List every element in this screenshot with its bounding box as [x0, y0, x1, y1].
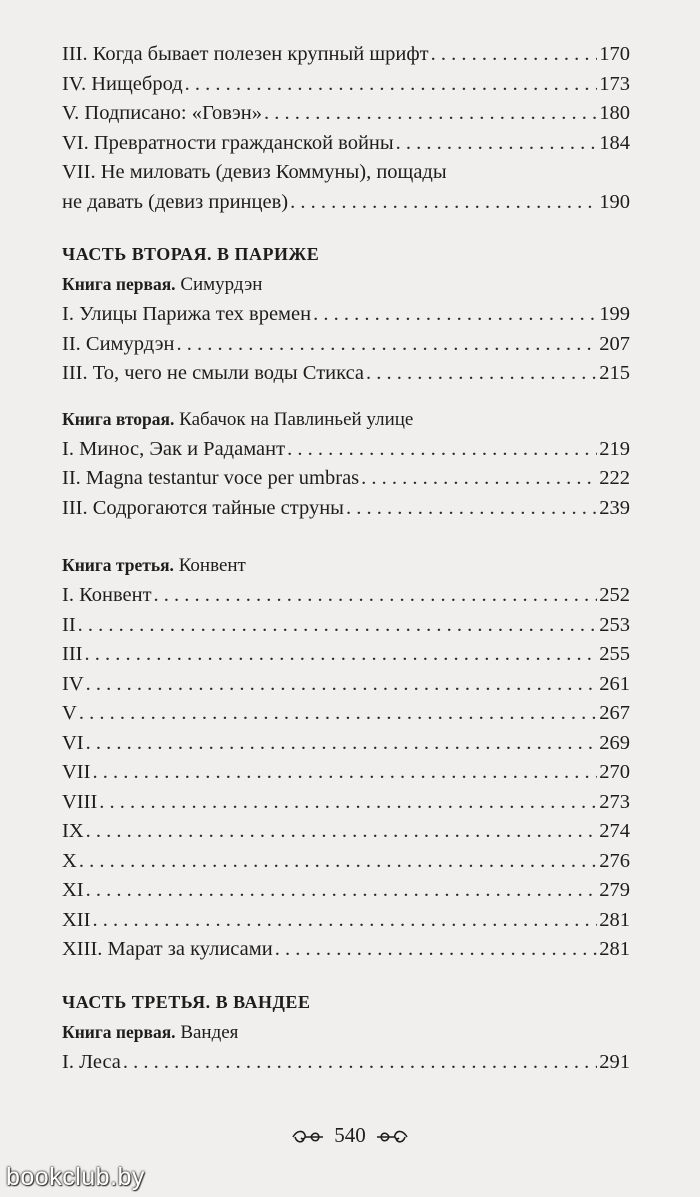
toc-list — [62, 435, 630, 524]
dot-leader — [86, 729, 598, 759]
toc-entry — [62, 935, 630, 965]
book-label: Книга первая. — [62, 1021, 176, 1042]
page-footer — [0, 1123, 700, 1148]
entry-page: 281 — [599, 908, 630, 931]
entry-title: VIII — [62, 790, 98, 813]
toc-page — [62, 40, 630, 1077]
book-name: Вандея — [180, 1021, 239, 1043]
toc-entry — [62, 817, 630, 847]
book-label: Книга первая. — [62, 274, 176, 294]
entry-title: II — [62, 613, 76, 636]
entry-title: VI. Превратности гражданской войны — [62, 131, 394, 154]
entry-page: 274 — [599, 820, 630, 842]
toc-entry — [62, 581, 630, 611]
toc-list — [62, 581, 630, 965]
dot-leader — [431, 40, 598, 70]
entry-title: не давать (девиз принцев) — [62, 190, 289, 213]
entry-page: 207 — [599, 332, 630, 355]
dot-leader — [92, 906, 597, 936]
entry-title: III. То, чего не смыли воды Стикса — [62, 362, 365, 384]
entry-page: 291 — [599, 1050, 630, 1073]
entry-title: I. Улицы Парижа тех времен — [62, 303, 312, 325]
entry-title: II. Magna testantur voce per umbras — [62, 467, 360, 489]
toc-entry — [62, 906, 630, 936]
toc-entry — [62, 70, 630, 100]
dot-leader — [287, 435, 597, 465]
entry-page: 170 — [599, 43, 630, 65]
toc-entry — [62, 494, 630, 524]
dot-leader — [84, 640, 597, 670]
dot-leader — [79, 847, 597, 877]
toc-entry — [62, 611, 630, 641]
toc-entry — [62, 330, 630, 360]
ornament-left-icon — [291, 1128, 325, 1146]
entry-title: VII — [62, 761, 91, 783]
toc-entry — [62, 758, 630, 788]
dot-leader — [185, 70, 598, 100]
dot-leader — [366, 359, 597, 389]
dot-leader — [123, 1048, 597, 1078]
entry-page: 255 — [599, 643, 630, 665]
dot-leader — [290, 188, 597, 218]
part-heading: ЧАСТЬ ТРЕТЬЯ. В ВАНДЕЕ — [62, 991, 311, 1012]
dot-leader — [275, 935, 598, 965]
part-heading: ЧАСТЬ ВТОРАЯ. В ПАРИЖЕ — [62, 244, 320, 264]
entry-page: 239 — [599, 496, 630, 519]
entry-title: VI — [62, 731, 84, 754]
entry-title: IV. Нищеброд — [62, 72, 183, 95]
toc-entry — [62, 435, 630, 465]
toc-entry — [62, 729, 630, 759]
watermark: bookclub.by — [6, 1163, 145, 1191]
entry-page: 215 — [599, 362, 630, 384]
dot-leader — [86, 817, 598, 847]
toc-entry — [62, 847, 630, 877]
page-number: 540 — [334, 1123, 366, 1147]
entry-title: III. Содрогаются тайные струны — [62, 496, 344, 519]
entry-title: XIII. Марат за кулисами — [62, 938, 273, 960]
toc-entry — [62, 699, 630, 729]
entry-page: 190 — [599, 190, 630, 213]
entry-title: III. Когда бывает полезен крупный шрифт — [62, 43, 429, 65]
entry-page: 253 — [599, 613, 630, 636]
entry-page: 222 — [599, 467, 630, 489]
book-label: Книга вторая. — [62, 408, 175, 429]
dot-leader — [154, 581, 598, 611]
entry-title: XII — [62, 908, 91, 931]
toc-entry-line1 — [62, 158, 630, 188]
toc-list — [62, 300, 630, 389]
book-label: Книга третья. — [62, 555, 174, 575]
entry-page: 252 — [599, 584, 630, 606]
entry-page: 281 — [599, 938, 630, 960]
entry-title: XI — [62, 879, 84, 901]
entry-title: II. Симурдэн — [62, 332, 175, 355]
dot-leader — [92, 758, 597, 788]
entry-title: V. Подписано: «Говэн» — [62, 102, 262, 124]
dot-leader — [264, 99, 597, 129]
toc-entry — [62, 40, 630, 70]
entry-title: I. Конвент — [62, 584, 152, 606]
toc-entry — [62, 99, 630, 129]
entry-page: 269 — [599, 731, 630, 754]
dot-leader — [313, 300, 597, 330]
entry-page: 270 — [599, 761, 630, 783]
toc-entry — [62, 876, 630, 906]
entry-title: VII. Не миловать (девиз Коммуны), пощады — [62, 161, 447, 183]
dot-leader — [396, 129, 598, 159]
entry-title: I. Леса — [62, 1050, 121, 1073]
toc-entry — [62, 129, 630, 159]
book-name: Симурдэн — [180, 274, 263, 295]
toc-entry — [62, 788, 630, 818]
entry-title: V — [62, 702, 77, 724]
entry-page: 199 — [599, 303, 630, 325]
toc-entry — [62, 464, 630, 494]
entry-title: III — [62, 643, 83, 665]
dot-leader — [86, 876, 598, 906]
book-heading — [62, 406, 630, 433]
entry-page: 180 — [599, 102, 630, 124]
entry-title: IV — [62, 672, 84, 695]
toc-entry — [62, 640, 630, 670]
entry-page: 261 — [599, 672, 630, 695]
toc-entry — [62, 300, 630, 330]
toc-entry — [62, 670, 630, 700]
toc-entry — [62, 188, 630, 218]
dot-leader — [86, 670, 598, 700]
dot-leader — [346, 494, 597, 524]
toc-list-continued — [62, 40, 630, 217]
entry-page: 219 — [599, 437, 630, 460]
book-heading — [62, 1019, 630, 1046]
book-heading — [62, 271, 630, 298]
entry-title: X — [62, 849, 77, 872]
dot-leader — [176, 330, 597, 360]
entry-page: 267 — [599, 702, 630, 724]
ornament-right-icon — [375, 1128, 409, 1146]
dot-leader — [361, 464, 597, 494]
dot-leader — [78, 611, 598, 641]
entry-page: 173 — [599, 72, 630, 95]
toc-entry — [62, 359, 630, 389]
entry-title: I. Минос, Эак и Радамант — [62, 437, 286, 460]
entry-page: 184 — [599, 131, 630, 154]
entry-title: IX — [62, 820, 84, 842]
toc-entry — [62, 1048, 630, 1078]
entry-page: 279 — [599, 879, 630, 901]
book-name: Конвент — [178, 555, 246, 576]
entry-page: 273 — [599, 790, 630, 813]
entry-page: 276 — [599, 849, 630, 872]
book-name: Кабачок на Павлиньей улице — [179, 408, 414, 430]
book-heading — [62, 552, 630, 579]
dot-leader — [79, 699, 597, 729]
dot-leader — [99, 788, 597, 818]
toc-list — [62, 1048, 630, 1078]
